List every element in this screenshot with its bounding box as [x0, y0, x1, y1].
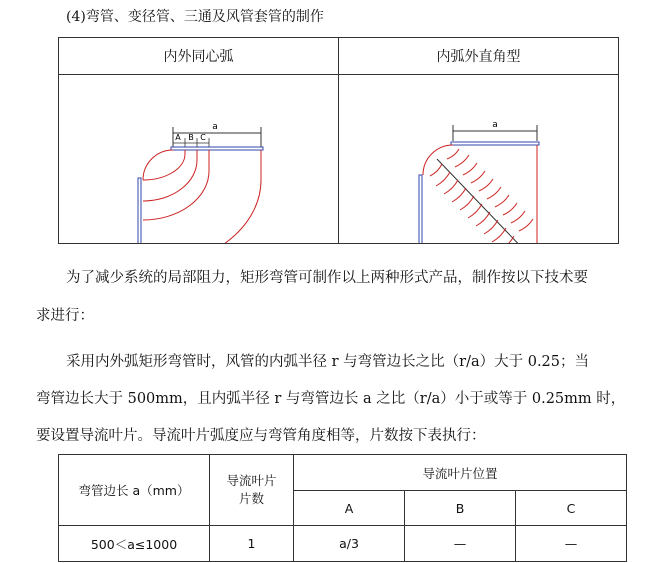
header-vane-position: 导流叶片位置 [294, 455, 627, 491]
paragraph-1: 为了减少系统的局部阻力，矩形弯管可制作以上两种形式产品，制作按以下技术要 [66, 270, 588, 286]
inner-arc [143, 150, 173, 180]
cell-B: — [405, 526, 516, 562]
cell-count: 1 [210, 526, 294, 562]
header-position-A: A [294, 491, 405, 526]
header-position-C: C [516, 491, 627, 526]
top-flange [171, 147, 263, 150]
figure-cell-right-angle [339, 75, 619, 244]
paragraph-2: 采用内外弧矩形弯管时，风管的内弧半径 r 与弯管边长之比（r/a）大于 0.25；当 [66, 354, 590, 370]
section-heading: (4)弯管、变径管、三通及风管套管的制作 [66, 9, 324, 25]
cell-A: a/3 [294, 526, 405, 562]
paragraph-2-line2: 弯管边长大于 500mm，且内弧半径 r 与弯管边长 a 之比（r/a）小于或等于 0.25mm 时， [36, 391, 626, 407]
header-position-B: B [405, 491, 516, 526]
header-vane-count: 导流叶片 片数 [210, 455, 294, 526]
figure-title-right-angle: 内弧外直角型 [339, 38, 619, 75]
side-flange [138, 178, 141, 243]
right-angle-elbow-diagram [339, 75, 618, 243]
label-B: B [188, 133, 194, 142]
cell-a-range: 500＜a≤1000 [59, 526, 210, 562]
figure-table [58, 37, 619, 244]
label-a-right: a [492, 120, 498, 130]
figure-cell-concentric [59, 75, 339, 244]
label-C: C [200, 133, 206, 142]
paragraph-2-line3: 要设置导流叶片。导流叶片弧度应与弯管角度相等，片数按下表执行： [36, 428, 486, 444]
concentric-elbow-diagram [59, 75, 338, 243]
outer-arc [143, 150, 261, 243]
guide-vane-table [58, 454, 627, 562]
table-row [59, 526, 627, 562]
cell-C: — [516, 526, 627, 562]
header-bend-side-length: 弯管边长 a（mm） [59, 455, 210, 526]
label-A: A [175, 133, 181, 142]
paragraph-1-cont: 求进行： [36, 308, 94, 324]
figure-title-concentric: 内外同心弧 [59, 38, 339, 75]
label-a: a [212, 122, 218, 132]
